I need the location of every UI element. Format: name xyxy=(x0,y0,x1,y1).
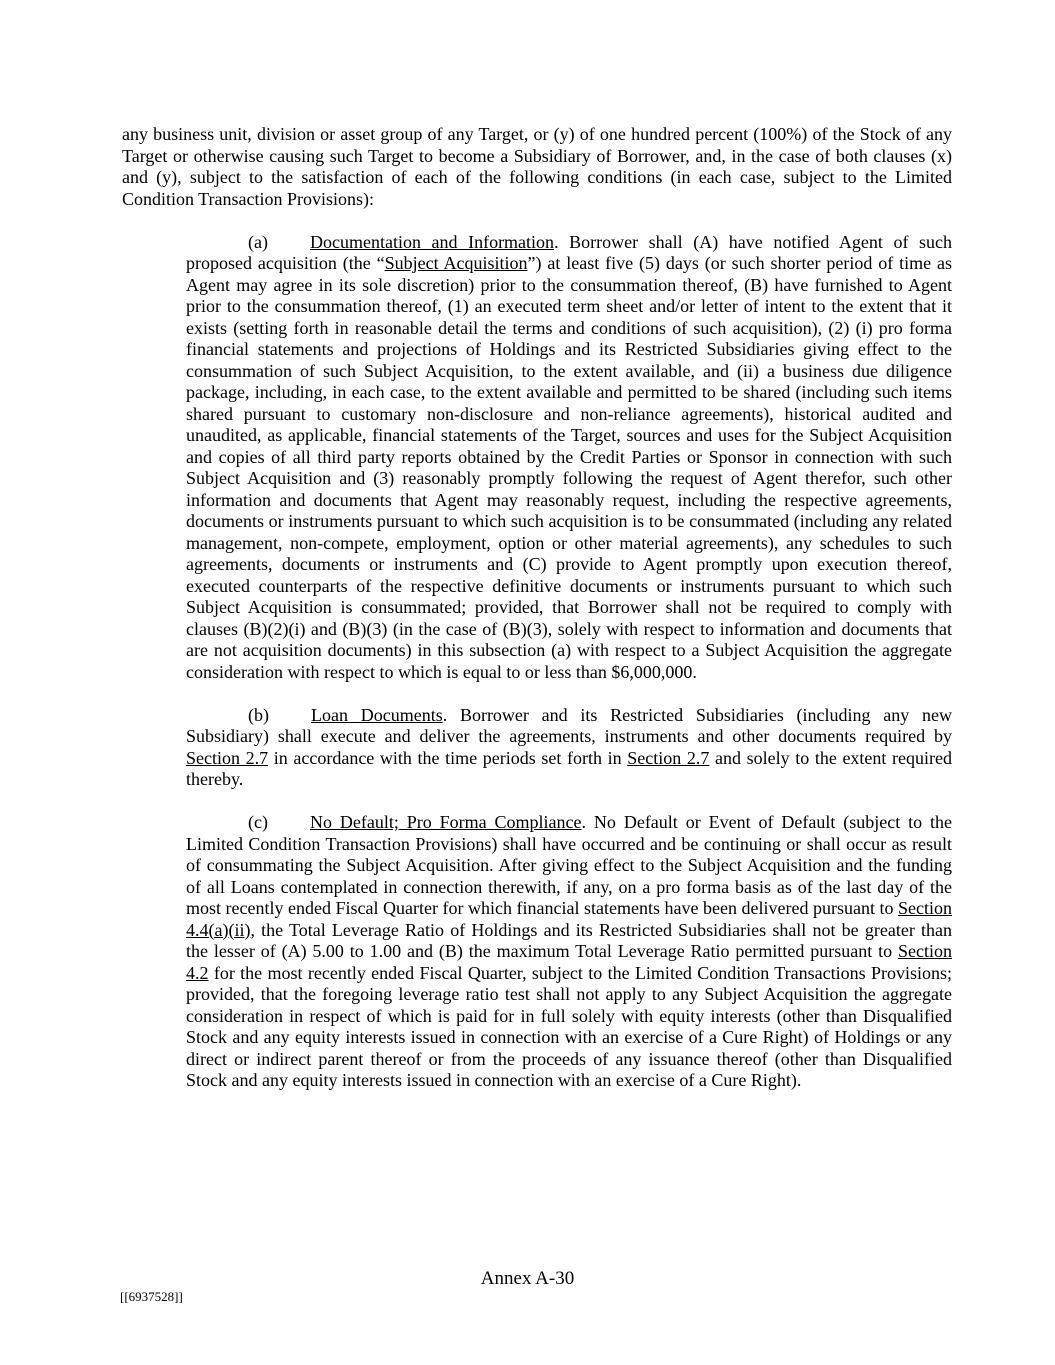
text-run: . Borrower shall (A) have notified Agent of such proposed acquisition (the “ xyxy=(186,231,952,273)
underlined-term: Section 2.7 xyxy=(627,747,710,768)
underlined-term: No Default; Pro Forma Compliance xyxy=(309,812,582,832)
page-annex-label: Annex A-30 xyxy=(480,1268,575,1289)
underlined-term: Section 4.2 xyxy=(186,941,952,983)
text-run: and solely to the extent required thereby. xyxy=(186,747,953,789)
text-run: for the most recently ended Fiscal Quarter, subject to the Limited Condition Transactions Provisions; provided, that the foregoing leverage ratio test shall not apply to any Subject Acquisition the aggregate consideration in respect of which is paid for in full solely with equity interests (other than Disqualified Stock and any equity interests issued in connection with an exercise of a Cure Right) of Holdings or any direct or indirect parent thereof or from the proceeds of any issuance thereof (other than Disqualified Stock and any equity interests issued in connection with an exercise of a Cure Right). xyxy=(186,962,952,1090)
paragraph-item xyxy=(122,812,952,1092)
text-run: (a) xyxy=(248,231,268,252)
text-run: any business unit, division or asset group of any Target, or (y) of one hundred percent (100%) of the Stock of any Target or otherwise causing such Target to become a Subsidiary of Borrower, and, in the case of both clauses (x) and (y), subject to the satisfaction of each of the following conditions (in each case, subject to the Limited Condition Transaction Provisions): xyxy=(122,124,952,209)
text-run: . Borrower and its Restricted Subsidiaries (including any new Subsidiary) shall execute and deliver the agreements, instruments and other documents required by xyxy=(186,704,952,746)
text-run: ”) at least five (5) days (or such shorter period of time as Agent may agree in its sole discretion) prior to the consummation thereof, (B) have furnished to Agent prior to the consummation thereof, (1) an executed term sheet and/or letter of intent to the extent that it exists (setting forth in reasonable detail the terms and conditions of such acquisition), (2) (i) pro forma financial statements and projections of Holdings and its Restricted Subsidiaries giving effect to the consummation of such Subject Acquisition, to the extent available, and (ii) a business due diligence package, including, in each case, to the extent available and permitted to be shared (including such items shared pursuant to customary non-disclosure and non-reliance agreements), historical audited and unaudited, as applicable, financial statements of the Target, sources and uses for the Subject Acquisition and copies of all third party reports obtained by the Credit Parties or Sponsor in connection with such Subject Acquisition and (3) reasonably promptly following the request of Agent therefor, such other information and documents that Agent may reasonably request, including the respective agreements, documents or instruments pursuant to which such acquisition is to be consummated (including any related management, non-compete, employment, option or other material agreements), any schedules to such agreements, documents or instruments and (C) provide to Agent promptly upon execution thereof, executed counterparts of the respective definitive documents or instruments pursuant to which such Subject Acquisition is consummated; provided, that Borrower shall not be required to comply with clauses (B)(2)(i) and (B)(3) (in the case of (B)(3), solely with respect to information and documents that are not acquisition documents) in this subsection (a) with respect to a Subject Acquisition the aggregate consideration with respect to which is equal to or less than $6,000,000. xyxy=(186,253,952,682)
document-body xyxy=(122,124,952,1113)
paragraph-item xyxy=(122,232,952,684)
underlined-term: Documentation and Information xyxy=(309,231,555,252)
text-run: . No Default or Event of Default (subject to the Limited Condition Transaction Provisions) shall have occurred and be continuing or shall occur as result of consummating the Subject Acquisition. After giving effect to the Subject Acquisition and the funding of all Loans contemplated in connection therewith, if any, on a pro forma basis as of the last day of the most recently ended Fiscal Quarter for which financial statements have been delivered pursuant to xyxy=(186,812,953,918)
underlined-term: Loan Documents xyxy=(311,704,443,725)
underlined-term: Subject Acquisition xyxy=(384,253,528,273)
document-id-stamp: [[6937528]] xyxy=(120,1289,183,1304)
text-run: in accordance with the time periods set forth in xyxy=(268,747,628,768)
underlined-term: Section 2.7 xyxy=(186,747,269,768)
underlined-term: Section 4.4(a)(ii) xyxy=(186,898,952,940)
text-run: (c) xyxy=(248,812,268,832)
text-run: (b) xyxy=(248,704,269,725)
text-run: , the Total Leverage Ratio of Holdings and its Restricted Subsidiaries shall not be greater than the lesser of (A) 5.00 to 1.00 and (B) the maximum Total Leverage Ratio permitted pursuant to xyxy=(186,919,952,961)
paragraph-intro xyxy=(122,124,952,210)
paragraph-item xyxy=(122,705,952,791)
